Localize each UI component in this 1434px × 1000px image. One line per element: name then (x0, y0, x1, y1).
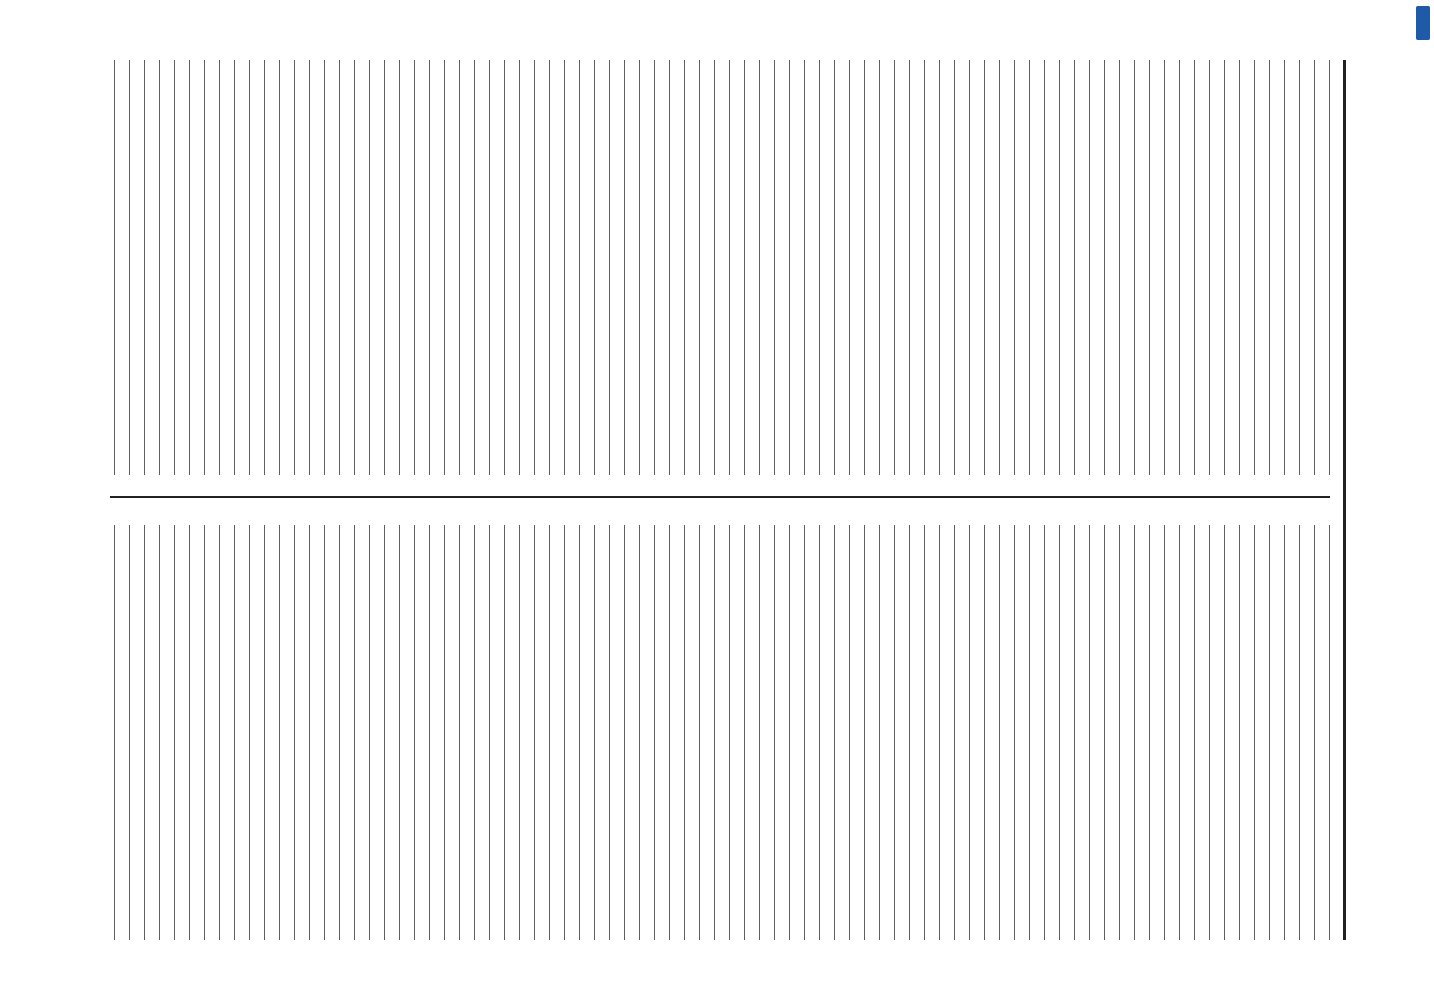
digitization-note (1414, 20, 1432, 980)
page-footer (76, 60, 100, 940)
page-header (1343, 60, 1382, 940)
right-text-column (110, 525, 1330, 940)
document-page (20, 20, 1400, 980)
rotated-page-content (20, 20, 1400, 980)
left-text-column (110, 60, 1330, 475)
column-divider (110, 496, 1330, 498)
